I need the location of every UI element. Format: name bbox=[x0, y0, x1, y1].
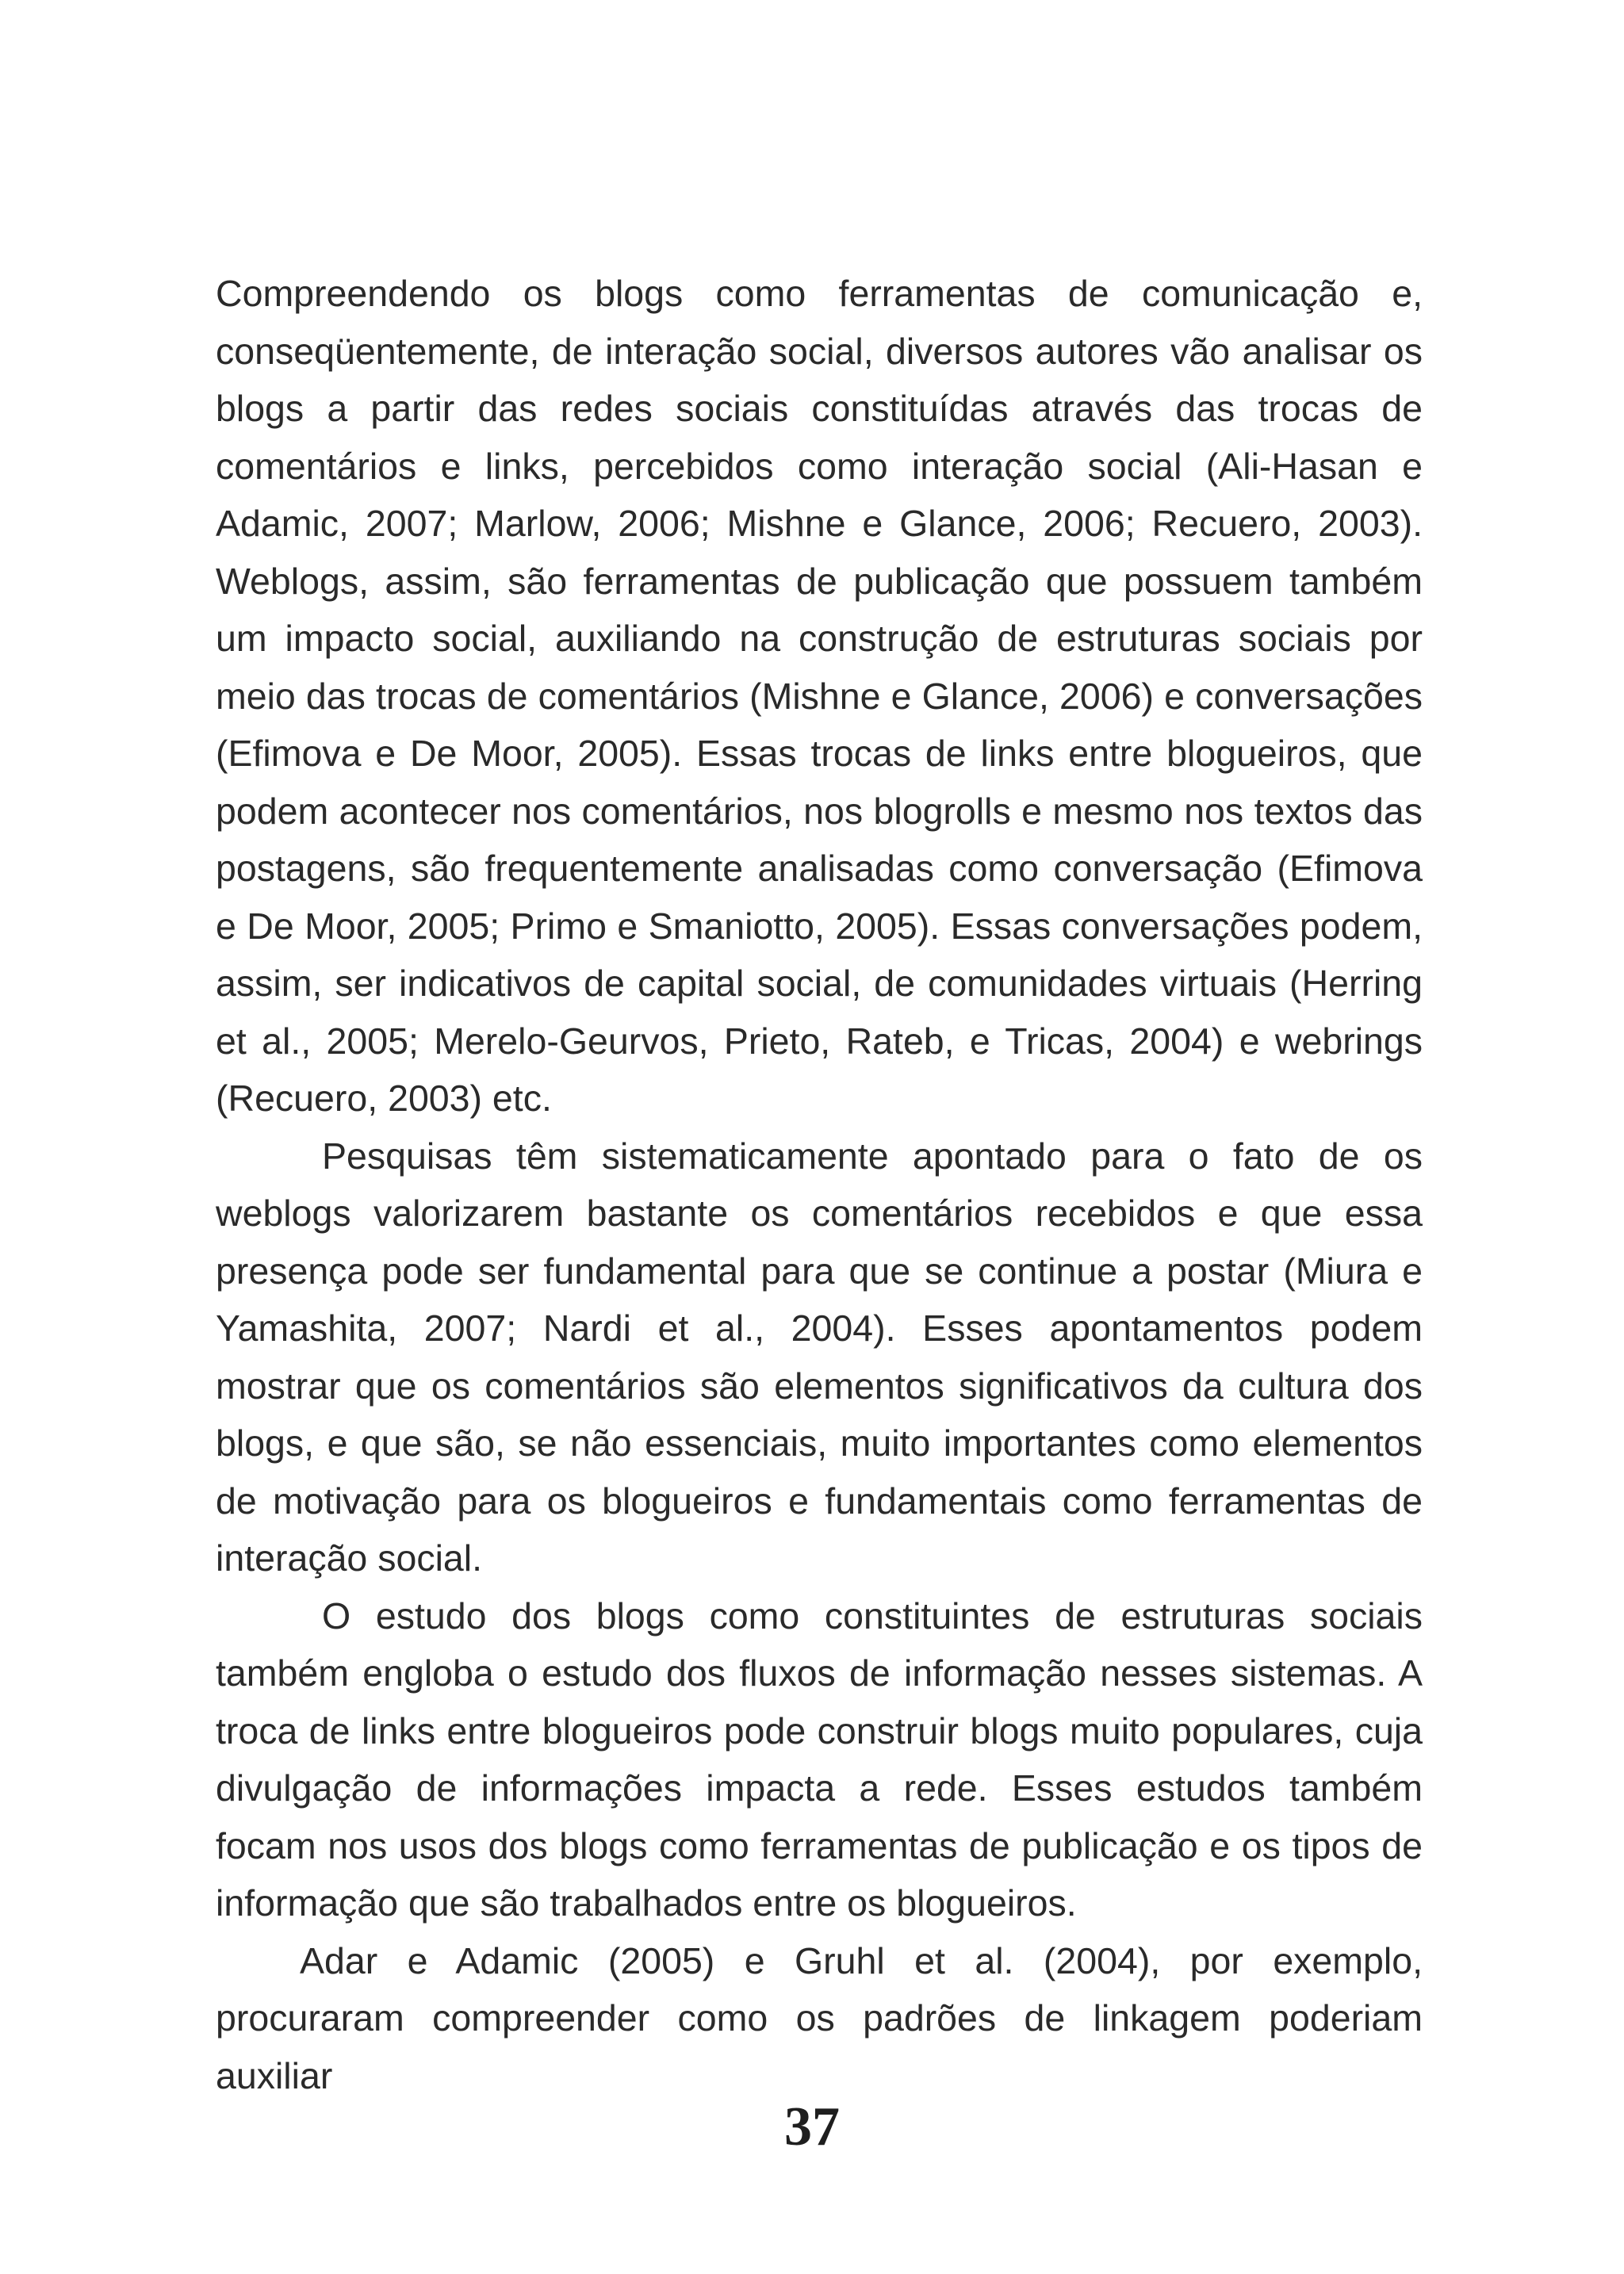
paragraph-4: Adar e Adamic (2005) e Gruhl et al. (2004), por exemplo, procuraram compreender como os padrões de linkagem poderiam auxiliar bbox=[216, 1939, 1423, 2096]
paragraph-3: O estudo dos blogs como constituintes de estruturas sociais também engloba o estudo dos fluxos de informação nesses sistemas. A troca de links entre blogueiros pode construir blogs muito populares, cuja divulgação de informações impacta a rede. Esses estudos também focam nos usos dos blogs como ferramentas de publicação e os tipos de informação que são trabalhados entre os blogueiros. bbox=[216, 1594, 1423, 1924]
paragraph-1: Compreendendo os blogs como ferramentas de comunicação e, conseqüentemente, de interação social, diversos autores vão analisar os blogs a partir das redes sociais constituídas através das trocas de comentários e links, percebidos como interação social (Ali-Hasan e Adamic, 2007; Marlow, 2006; Mishne e Glance, 2006; Recuero, 2003). Weblogs, assim, são ferramentas de publicação que possuem também um impacto social, auxiliando na construção de estruturas sociais por meio das trocas de comentários (Mishne e Glance, 2006) e conversações (Efimova e De Moor, 2005). Essas trocas de links entre blogueiros, que podem acontecer nos comentários, nos blogrolls e mesmo nos textos das postagens, são frequentemente analisadas como conversação (Efimova e De Moor, 2005; Primo e Smaniotto, 2005). Essas conversações podem, assim, ser indicativos de capital social, de comunidades virtuais (Herring et al., 2005; Merelo-Geurvos, Prieto, Rateb, e Tricas, 2004) e webrings (Recuero, 2003) etc. bbox=[216, 273, 1423, 1119]
page-number: 37 bbox=[784, 2096, 840, 2157]
paragraph-2: Pesquisas têm sistematicamente apontado para o fato de os weblogs valorizarem bastante os comentários recebidos e que essa presença pode ser fundamental para que se continue a postar (Miura e Yamashita, 2007; Nardi et al., 2004). Esses apontamentos podem mostrar que os comentários são elementos significativos da cultura dos blogs, e que são, se não essenciais, muito importantes como elementos de motivação para os blogueiros e fundamentais como ferramentas de interação social. bbox=[216, 1135, 1423, 1579]
body-text bbox=[216, 265, 1423, 2104]
